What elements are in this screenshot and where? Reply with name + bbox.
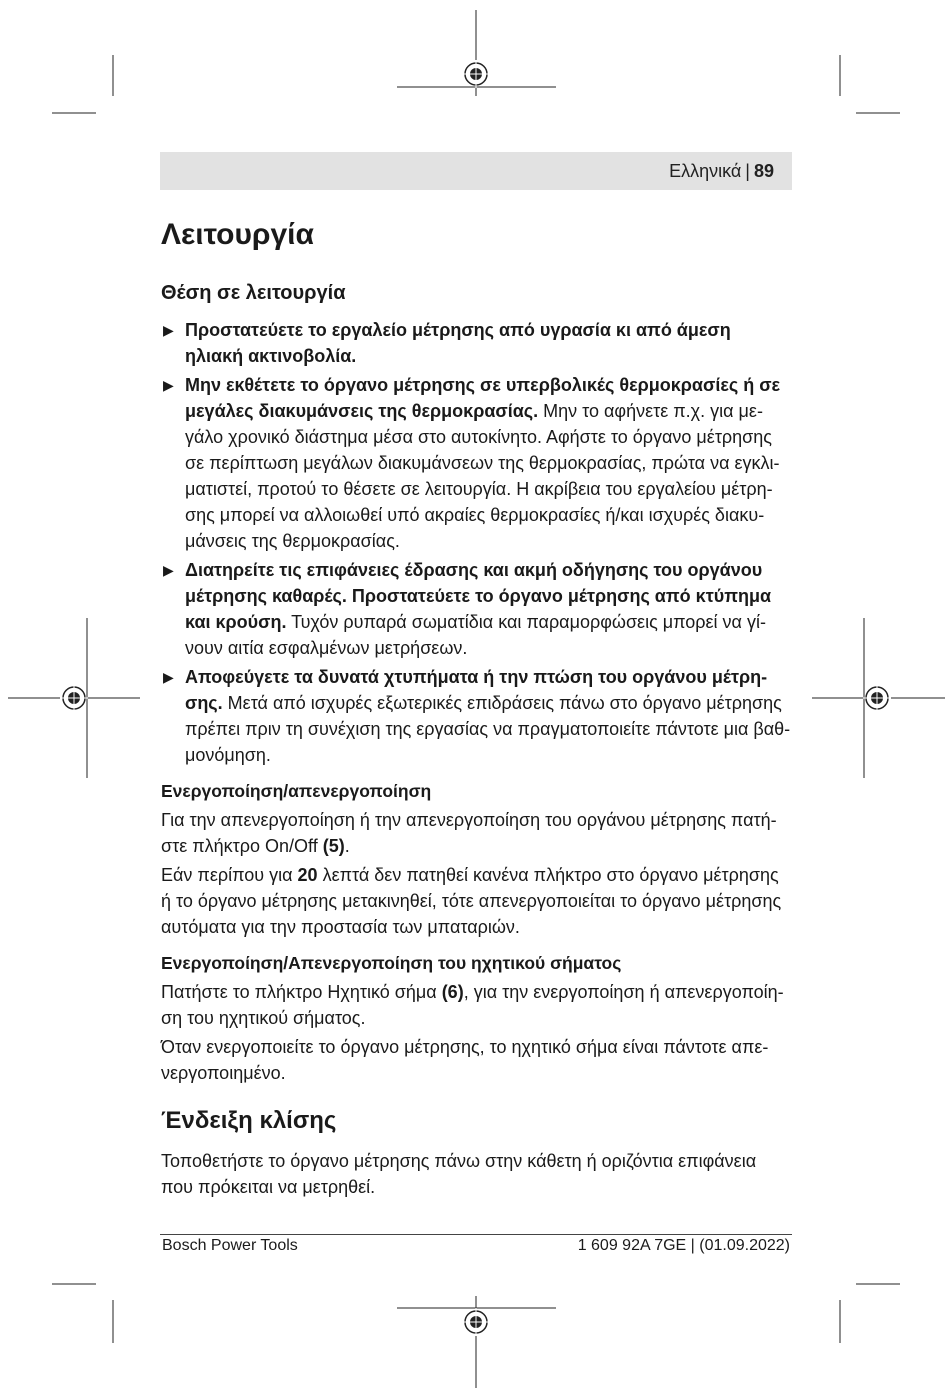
page-number: 89	[753, 161, 774, 181]
warning-item: ▶ Μην εκθέτετε το όργανο μέτρησης σε υπερβολικές θερμοκρασίες ή σε μεγάλες διακυμάνσεις της θερμοκρασίας. Μην το αφήνετε π.χ. για μεγάλο χρονικό διάστημα μέσα στο αυτοκίνητο. Αφήστε το όργανο μέτρησης σε περίπτωση μεγάλων διακυμάνσεων της θερμοκρασίας, πρώτα να εγκλιματιστεί, προτού τo θέσετε σε λειτουργία. Η ακρίβεια του εργαλείου μέτρησης μπορεί να αλλοιωθεί υπό ακραίες θερμοκρασίες ή/και ισχυρές διακυμάνσεις της θερμοκρασίας.	[161, 372, 791, 554]
warning-list	[161, 317, 791, 768]
warning-item: ▶ Διατηρείτε τις επιφάνειες έδρασης και ακμή οδήγησης του οργάνου μέτρησης καθαρές. Προστατεύετε το όργανο μέτρησης από κτύπημα και κρούση. Τυχόν ρυπαρά σωματίδια και παραμορφώσεις μπορεί να γίνουν αιτία εσφαλμένων μετρήσεων.	[161, 557, 791, 661]
registration-target-left	[60, 684, 88, 712]
bullet-triangle-icon: ▶	[163, 562, 174, 578]
paragraph-sound-1: Πατήστε το πλήκτρο Ηχητικό σήμα (6), για την ενεργοποίηση ή απενεργοποίηση του ηχητικού σήματος.	[161, 982, 784, 1028]
page-title: Λειτουργία	[161, 218, 314, 251]
header-text: Ελληνικά | 89	[669, 161, 774, 181]
bullet-triangle-icon: ▶	[163, 377, 174, 393]
registration-target-top	[462, 60, 490, 88]
paragraph-sound-2: Όταν ενεργοποιείτε το όργανο μέτρησης, το ηχητικό σήμα είναι πάντοτε απενεργοποιημένο.	[161, 1037, 769, 1083]
heading-tilt: Ένδειξη κλίσης	[161, 1107, 337, 1134]
warning-item: ▶ Αποφεύγετε τα δυνατά χτυπήματα ή την πτώση του οργάνου μέτρησης. Μετά από ισχυρές εξωτερικές επιδράσεις πάνω στο όργανο μέτρησης πρέπει πριν τη συνέχιση της εργασίας να πραγματοποιείτε πάντοτε μια βαθμονόμηση.	[161, 664, 791, 768]
page-header	[160, 152, 792, 190]
footer-brand: Bosch Power Tools	[162, 1237, 298, 1254]
bullet-triangle-icon: ▶	[163, 322, 174, 338]
heading-on-off: Ενεργοποίηση/απενεργοποίηση	[161, 781, 432, 801]
footer-doc-id: 1 609 92A 7GE | (01.09.2022)	[577, 1237, 790, 1254]
heading-startup: Θέση σε λειτουργία	[161, 282, 346, 304]
heading-sound: Ενεργοποίηση/Απενεργοποίηση του ηχητικού σήματος	[161, 953, 622, 973]
header-language: Ελληνικά	[669, 161, 742, 181]
bullet-triangle-icon: ▶	[163, 669, 174, 685]
main-content	[161, 205, 791, 1203]
paragraph-on-off-2: Εάν περίπου για 20 λεπτά δεν πατηθεί κανένα πλήκτρο στο όργανο μέτρησης ή το όργανο μέτρησης μετακινηθεί, τότε απενεργοποιείται το όργανο μέτρησης αυτόματα για την προστασία των μπαταριών.	[161, 865, 782, 937]
paragraph-on-off-1: Για την απενεργοποίηση ή την απενεργοποίηση του οργάνου μέτρησης πατήστε πλήκτρο On/Off (5).	[161, 810, 777, 856]
registration-target-bottom	[462, 1308, 490, 1336]
registration-target-right	[863, 684, 891, 712]
paragraph-tilt-1: Τοποθετήστε το όργανο μέτρησης πάνω στην κάθετη ή οριζόντια επιφάνεια που πρόκειται να μετρηθεί.	[161, 1151, 757, 1197]
footer-divider	[160, 1234, 792, 1235]
warning-item: ▶ Προστατεύετε το εργαλείο μέτρησης από υγρασία κι από άμεση ηλιακή ακτινοβολία.	[161, 317, 791, 369]
